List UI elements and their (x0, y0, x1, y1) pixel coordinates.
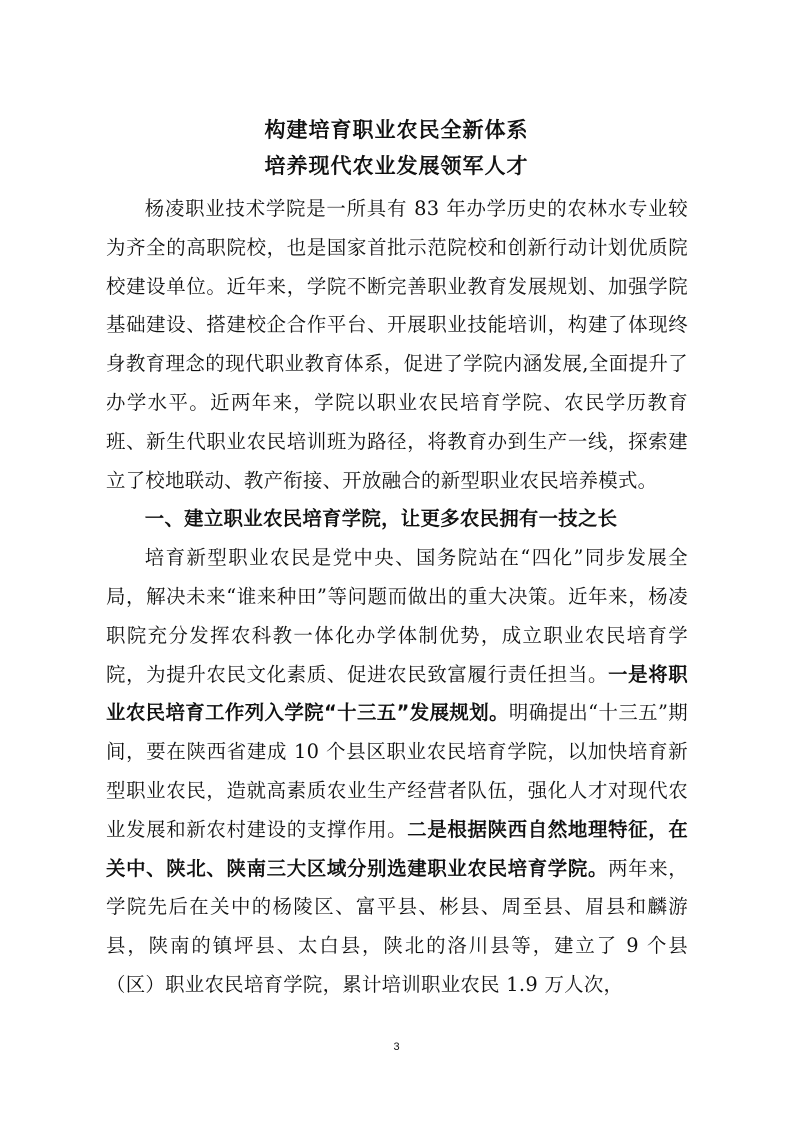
page-number: 3 (393, 1041, 400, 1053)
paragraph-text: 明确提出“十三五”期间，要在陕西省建成 10 个县区职业农民培育学院，以加快培育新型职业农民，造就高素质农业生产经营者队伍，强化人才对现代农业发展和新农村建设的支撑作用。 (106, 701, 688, 841)
intro-paragraph: 杨凌职业技术学院是一所具有 83 年办学历史的农林水专业较为齐全的高职院校，也是国家首批示范院校和创新行动计划优质院校建设单位。近年来，学院不断完善职业教育发展规划、加强学院基础建设、搭建校企合作平台、开展职业技能培训，构建了体现终身教育理念的现代职业教育体系，促进了学院内涵发展,全面提升了办学水平。近两年来，学院以职业农民培育学院、农民学历教育班、新生代职业农民培训班为路径，将教育办到生产一线，探索建立了校地联动、教产衔接、开放融合的新型职业农民培养模式。 (106, 197, 688, 492)
document-title-line-1: 构建培育职业农民全新体系 (264, 118, 529, 142)
bold-point-two: 二是根据陕西自然地理特征，在关中、陕北、陕南三大区域分别选建职业农民培育学院。 (106, 817, 689, 880)
paragraph-text: 两年来，学院先后在关中的杨陵区、富平县、彬县、周至县、眉县和麟游县，陕南的镇坪县、太白县，陕北的洛川县等，建立了 9 个县（区）职业农民培育学院，累计培训职业农民 1.9 万人次， (106, 856, 689, 996)
section-paragraph (106, 539, 688, 1005)
paragraph-text: 培育新型职业农民是党中央、国务院站在“四化”同步发展全局，解决未来“谁来种田”等问题而做出的重大决策。近年来，杨凌职院充分发挥农科教一体化办学体制优势，成立职业农民培育学院，为提升农民文化素质、促进农民致富履行责任担当。 (106, 546, 688, 686)
section-heading: 一、建立职业农民培育学院，让更多农民拥有一技之长 (144, 507, 618, 531)
document-body (106, 190, 688, 1005)
bold-point-one: 一是将职业农民培育工作列入学院“十三五”发展规划。 (106, 662, 689, 725)
document-title-line-2: 培养现代农业发展领军人才 (264, 154, 529, 178)
